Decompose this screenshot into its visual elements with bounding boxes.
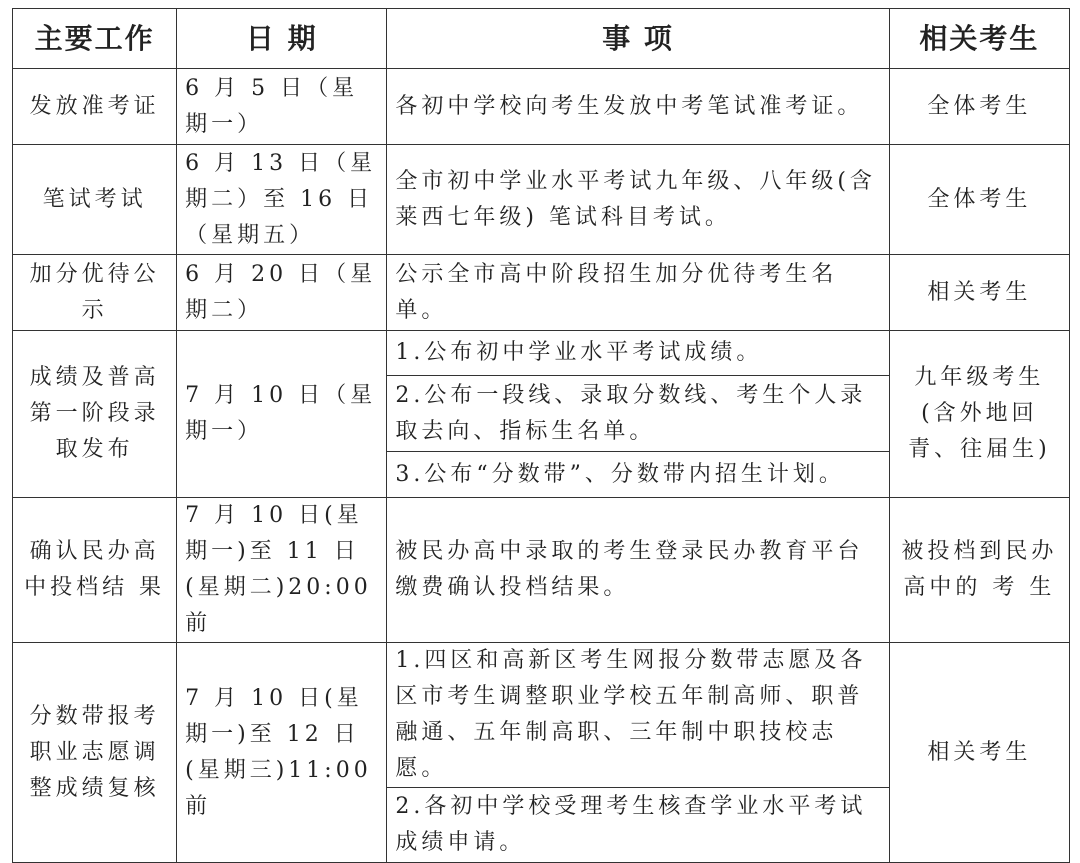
row-item: 全市初中学业水平考试九年级、八年级(含莱西七年级) 笔试科目考试。 — [387, 145, 889, 255]
exam-schedule-table — [12, 8, 1070, 863]
row-item: 3.公布“分数带”、分数带内招生计划。 — [387, 452, 889, 498]
table-row — [13, 643, 1070, 788]
table-header-row — [13, 9, 1070, 69]
row-examinees: 全体考生 — [889, 69, 1069, 145]
row-work: 成绩及普高第一阶段录取发布 — [13, 331, 177, 498]
row-item: 1.四区和高新区考生网报分数带志愿及各区市考生调整职业学校五年制高师、职普融通、五年制高职、三年制中职技校志愿。 — [387, 643, 889, 788]
row-examinees: 九年级考生(含外地回青、往届生) — [889, 331, 1069, 498]
table-row — [13, 498, 1070, 643]
header-work: 主要工作 — [13, 9, 177, 69]
table-row — [13, 331, 1070, 376]
header-date: 日 期 — [177, 9, 387, 69]
row-date: 7 月 10 日（星期一） — [177, 331, 387, 498]
row-item: 2.公布一段线、录取分数线、考生个人录取去向、指标生名单。 — [387, 376, 889, 452]
row-item: 各初中学校向考生发放中考笔试准考证。 — [387, 69, 889, 145]
row-work: 分数带报考职业志愿调整成绩复核 — [13, 643, 177, 863]
table-row — [13, 255, 1070, 331]
row-item: 公示全市高中阶段招生加分优待考生名单。 — [387, 255, 889, 331]
row-item: 被民办高中录取的考生登录民办教育平台缴费确认投档结果。 — [387, 498, 889, 643]
header-item: 事 项 — [387, 9, 889, 69]
row-date: 6 月 5 日（星期一） — [177, 69, 387, 145]
row-examinees: 相关考生 — [889, 643, 1069, 863]
row-work: 发放准考证 — [13, 69, 177, 145]
row-item: 1.公布初中学业水平考试成绩。 — [387, 331, 889, 376]
row-examinees: 被投档到民办高中的 考 生 — [889, 498, 1069, 643]
row-examinees: 全体考生 — [889, 145, 1069, 255]
row-date: 6 月 13 日（星期二）至 16 日（星期五） — [177, 145, 387, 255]
table-row — [13, 69, 1070, 145]
header-examinees: 相关考生 — [889, 9, 1069, 69]
row-work: 确认民办高中投档结 果 — [13, 498, 177, 643]
row-examinees: 相关考生 — [889, 255, 1069, 331]
row-date: 7 月 10 日(星期一)至 12 日(星期三)11:00 前 — [177, 643, 387, 863]
row-work: 加分优待公 示 — [13, 255, 177, 331]
row-date: 7 月 10 日(星期一)至 11 日(星期二)20:00 前 — [177, 498, 387, 643]
table-row — [13, 145, 1070, 255]
row-work: 笔试考试 — [13, 145, 177, 255]
row-date: 6 月 20 日（星期二） — [177, 255, 387, 331]
row-item: 2.各初中学校受理考生核查学业水平考试成绩申请。 — [387, 788, 889, 863]
